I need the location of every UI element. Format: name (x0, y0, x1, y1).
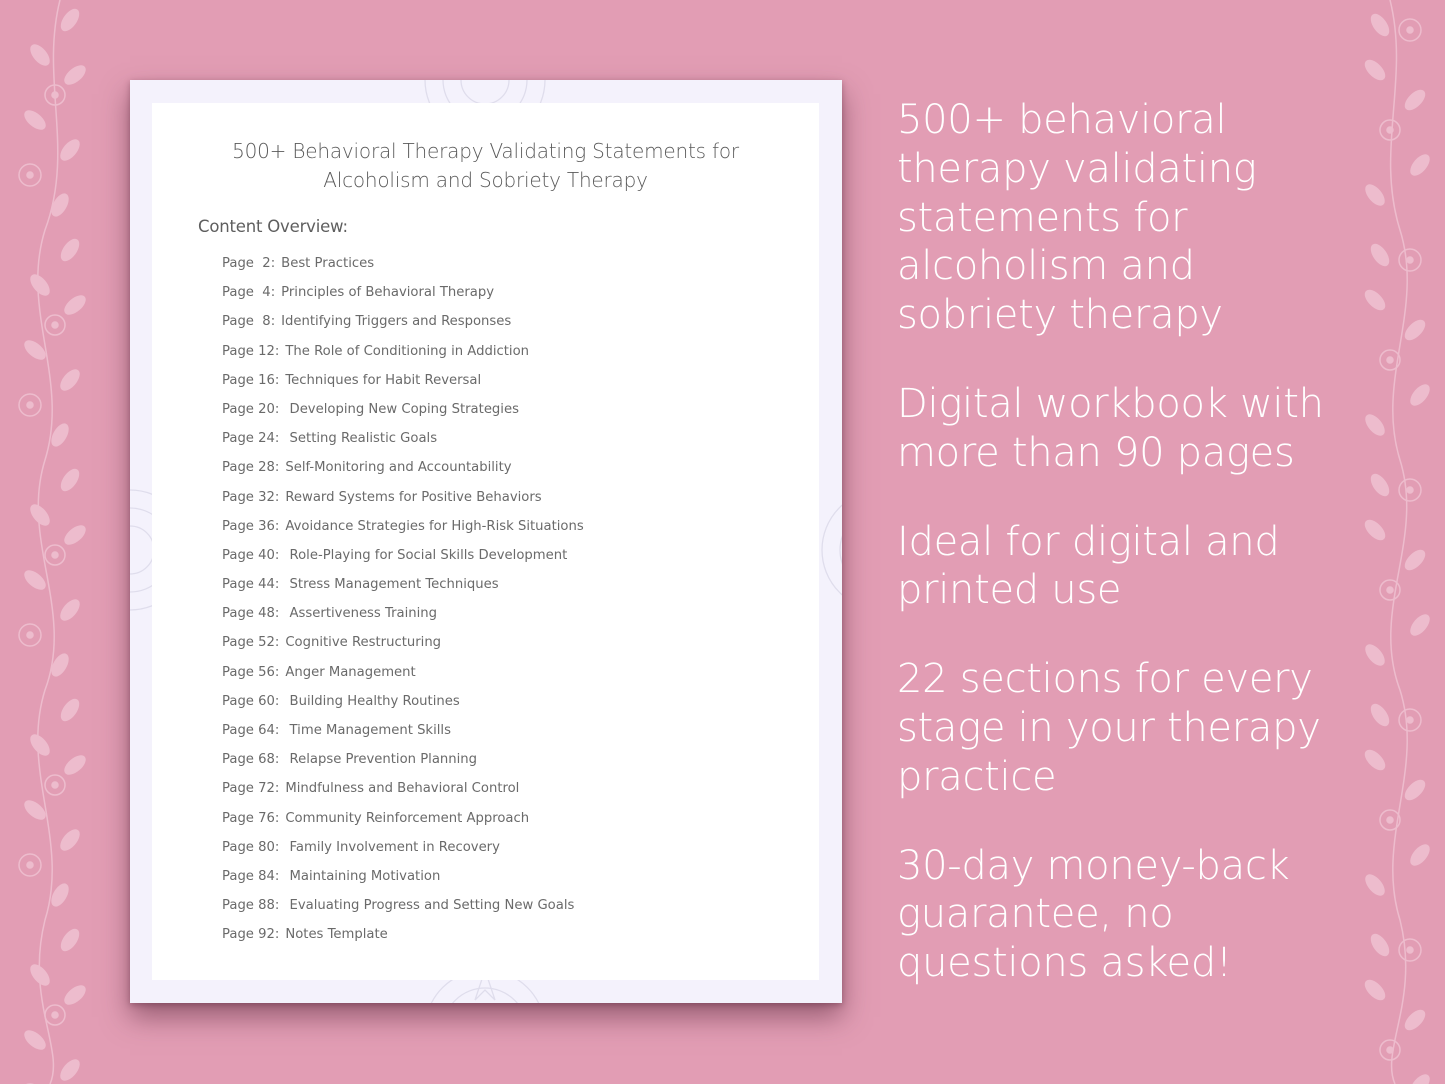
toc-item: Page 20: Developing New Coping Strategies (222, 401, 519, 417)
toc-item: Page 4: Principles of Behavioral Therapy (222, 285, 495, 301)
floral-vine-left-decoration (0, 0, 110, 1084)
toc-item: Page 12: The Role of Conditioning in Addiction (222, 343, 530, 359)
toc-item: Page 44: Stress Management Techniques (222, 577, 499, 593)
toc-item: Page 24: Setting Realistic Goals (222, 431, 438, 447)
feature-list (897, 96, 1417, 1028)
content-overview-label: Content Overview: (198, 217, 348, 236)
feature-statement-count: 500+ behavioral therapy validating statements for alcoholism and sobriety therapy (897, 97, 1257, 339)
document-title (152, 137, 819, 195)
toc-item: Page 56: Anger Management (222, 664, 416, 680)
toc-item: Page 32: Reward Systems for Positive Behaviors (222, 489, 542, 505)
feature-page-count: Digital workbook with more than 90 pages (897, 380, 1324, 476)
toc-item: Page 64: Time Management Skills (222, 723, 451, 738)
document-page-preview (130, 80, 842, 1003)
toc-item: Page 88: Evaluating Progress and Setting New Goals (222, 898, 575, 914)
toc-item: Page 76: Community Reinforcement Approach (222, 810, 530, 826)
feature-format: Ideal for digital and printed use (897, 518, 1280, 614)
toc-item: Page 8: Identifying Triggers and Responses (222, 314, 512, 330)
document-title-line-1: 500+ Behavioral Therapy Validating Statements for (232, 139, 739, 163)
toc-item: Page 80: Family Involvement in Recovery (222, 839, 500, 855)
toc-item: Page 84: Maintaining Motivation (222, 868, 441, 884)
document-title-line-2: Alcoholism and Sobriety Therapy (323, 168, 648, 192)
toc-item: Page 52: Cognitive Restructuring (222, 635, 442, 651)
feature-sections: 22 sections for every stage in your therapy practice (897, 656, 1321, 800)
toc-item: Page 36: Avoidance Strategies for High-Risk Situations (222, 518, 584, 534)
toc-item: Page 40: Role-Playing for Social Skills Development (222, 547, 568, 563)
toc-item: Page 68: Relapse Prevention Planning (222, 752, 478, 768)
toc-item: Page 48: Assertiveness Training (222, 606, 438, 622)
toc-item: Page 60: Building Healthy Routines (222, 693, 460, 709)
feature-guarantee: 30-day money-back guarantee, no questions asked! (897, 842, 1290, 987)
document-content-area (152, 103, 819, 980)
toc-item: Page 2: Best Practices (222, 256, 375, 271)
toc-item: Page 28: Self-Monitoring and Accountability (222, 460, 512, 476)
toc-item: Page 16: Techniques for Habit Reversal (222, 372, 482, 388)
table-of-contents (222, 254, 584, 955)
toc-item: Page 92: Notes Template (222, 927, 388, 943)
toc-item: Page 72: Mindfulness and Behavioral Control (222, 781, 520, 797)
